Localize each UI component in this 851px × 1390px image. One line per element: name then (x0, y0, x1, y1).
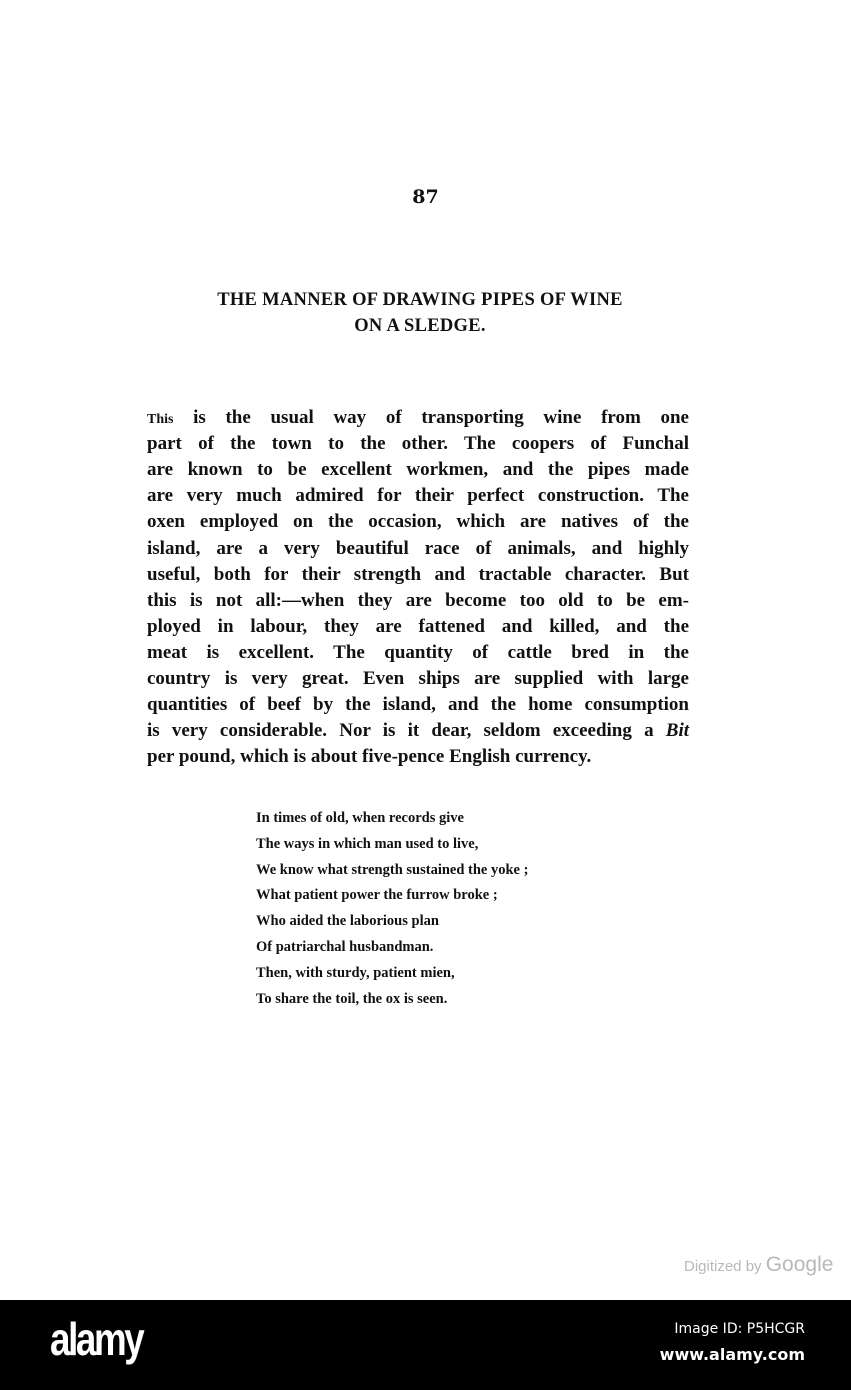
google-brand: Google (765, 1253, 834, 1276)
italic-word: Bit (665, 720, 689, 742)
alamy-logo: alamy (50, 1313, 143, 1365)
prose-line: part of the town to the other. The coopers of Funchal (147, 433, 689, 455)
poem-line: To share the toil, the ox is seen. (256, 990, 448, 1007)
poem-line: Then, with sturdy, patient mien, (256, 964, 455, 981)
chapter-title-line-2: ON A SLEDGE. (354, 316, 486, 336)
prose-text: is the usual way of transporting wine from one (173, 407, 689, 428)
digitized-prefix: Digitized by (684, 1258, 766, 1275)
prose-line: are very much admired for their perfect construction. The (147, 485, 689, 507)
prose-line: ployed in labour, they are fattened and killed, and the (147, 615, 689, 637)
prose-line (147, 720, 689, 742)
prose-line (147, 407, 689, 431)
small-caps-word: This (147, 412, 174, 427)
digitized-by-google-mark (684, 1253, 833, 1277)
prose-text: is very considerable. Nor is it dear, seldom exceeding a (147, 720, 666, 742)
prose-line: this is not all:—when they are become too old to be em- (147, 589, 689, 611)
poem-line: The ways in which man used to live, (256, 835, 479, 852)
page-number: 87 (412, 186, 439, 208)
prose-line: are known to be excellent workmen, and the pipes made (147, 459, 689, 481)
poem-line: Who aided the laborious plan (256, 913, 439, 930)
image-id: Image ID: P5HCGR (674, 1321, 805, 1337)
prose-line: per pound, which is about five-pence English currency. (147, 746, 592, 768)
poem-line: In times of old, when records give (256, 810, 464, 826)
poem-line: We know what strength sustained the yoke ; (256, 861, 529, 878)
prose-line: quantities of beef by the island, and the home consumption (147, 694, 689, 716)
prose-line: useful, both for their strength and tractable character. But (147, 563, 689, 585)
prose-line: country is very great. Even ships are supplied with large (147, 668, 689, 689)
site-url: www.alamy.com (659, 1345, 805, 1364)
prose-line: oxen employed on the occasion, which are natives of the (147, 511, 689, 533)
poem-line: Of patriarchal husbandman. (256, 939, 434, 955)
poem-line: What patient power the furrow broke ; (256, 887, 498, 904)
prose-line: island, are a very beautiful race of animals, and highly (147, 537, 689, 559)
chapter-title-line-1: THE MANNER OF DRAWING PIPES OF WINE (217, 290, 623, 310)
prose-line: meat is excellent. The quantity of cattle bred in the (147, 641, 689, 663)
